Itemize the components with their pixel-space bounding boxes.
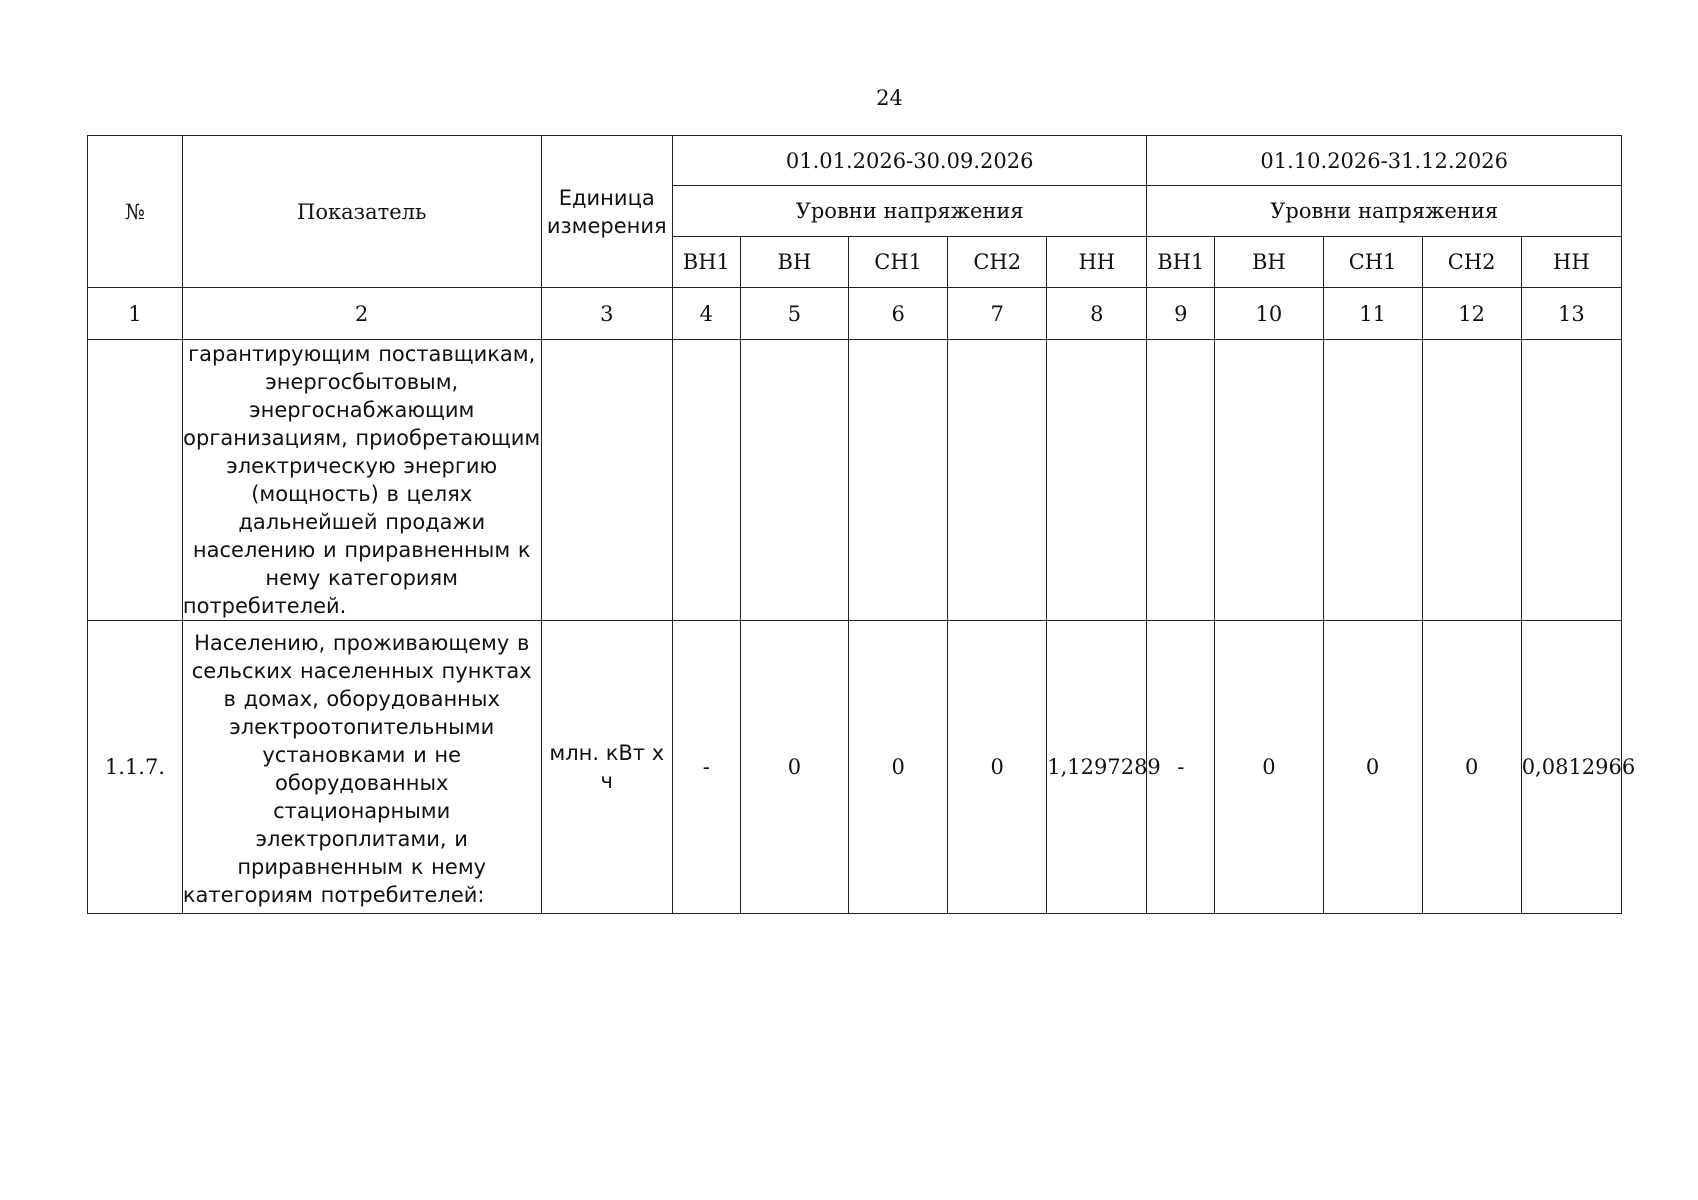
value-cell: 0	[1422, 621, 1521, 914]
unit-cell: млн. кВт х ч	[541, 621, 672, 914]
indicator-text: Населению, проживающему в сельских населенных пунктах в домах, оборудованных электроотопительными установками и не оборудованных стационарными электроплитами, и приравненным к нему категориям потребителей:	[182, 621, 541, 914]
column-number: 4	[672, 288, 740, 340]
tariff-table	[87, 135, 1636, 914]
row-number: 1.1.7.	[88, 621, 183, 914]
header-indicator: Показатель	[182, 136, 541, 288]
column-number: 12	[1422, 288, 1521, 340]
header-number: №	[88, 136, 183, 288]
value-cell: 0	[1323, 621, 1422, 914]
level-vn: ВН	[740, 237, 848, 288]
header-voltage-levels-1: Уровни напряжения	[672, 186, 1146, 237]
value-cell: 0,0812966	[1521, 621, 1621, 914]
value-cell	[672, 340, 740, 621]
level-vn1: ВН1	[672, 237, 740, 288]
value-cell: 0	[1215, 621, 1323, 914]
value-cell	[849, 340, 948, 621]
column-number: 1	[88, 288, 183, 340]
level-sn2: СН2	[1422, 237, 1521, 288]
value-cell	[1215, 340, 1323, 621]
level-vn: ВН	[1215, 237, 1323, 288]
column-number: 13	[1521, 288, 1621, 340]
column-number: 11	[1323, 288, 1422, 340]
column-number: 5	[740, 288, 848, 340]
level-vn1: ВН1	[1147, 237, 1215, 288]
value-cell	[1521, 340, 1621, 621]
value-cell	[1323, 340, 1422, 621]
column-number: 2	[182, 288, 541, 340]
header-voltage-levels-2: Уровни напряжения	[1147, 186, 1622, 237]
page-number: 24	[876, 86, 903, 110]
value-cell	[740, 340, 848, 621]
value-cell: -	[672, 621, 740, 914]
value-cell: 0	[849, 621, 948, 914]
column-number: 7	[948, 288, 1047, 340]
column-number: 3	[541, 288, 672, 340]
level-sn2: СН2	[948, 237, 1047, 288]
value-cell: -	[1147, 621, 1215, 914]
column-number: 9	[1147, 288, 1215, 340]
column-number: 10	[1215, 288, 1323, 340]
column-number: 6	[849, 288, 948, 340]
value-cell: 1,1297289	[1047, 621, 1147, 914]
column-number: 8	[1047, 288, 1147, 340]
level-nn: НН	[1047, 237, 1147, 288]
value-cell: 0	[740, 621, 848, 914]
header-unit: Единица измерения	[541, 136, 672, 288]
header-period-2: 01.10.2026-31.12.2026	[1147, 136, 1622, 186]
value-cell: 0	[948, 621, 1047, 914]
value-cell	[1422, 340, 1521, 621]
value-cell	[948, 340, 1047, 621]
level-sn1: СН1	[849, 237, 948, 288]
header-period-1: 01.01.2026-30.09.2026	[672, 136, 1146, 186]
value-cell	[1047, 340, 1147, 621]
row-number	[88, 340, 183, 621]
value-cell	[1147, 340, 1215, 621]
unit-cell	[541, 340, 672, 621]
level-nn: НН	[1521, 237, 1621, 288]
level-sn1: СН1	[1323, 237, 1422, 288]
indicator-text: гарантирующим поставщикам, энергосбытовым, энергоснабжающим организациям, приобретающим электрическую энергию (мощность) в целях дальнейшей продажи населению и приравненным к нему категориям потребителей.	[182, 340, 541, 621]
